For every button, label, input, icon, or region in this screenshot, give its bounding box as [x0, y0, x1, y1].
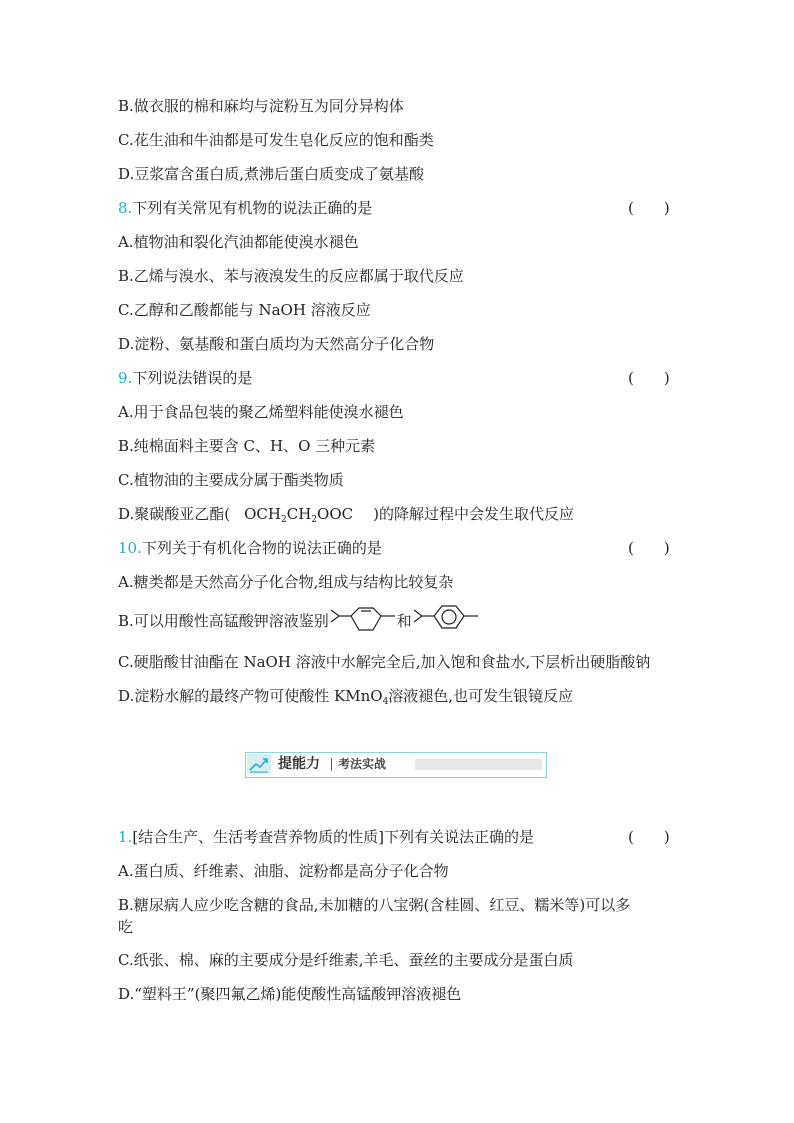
q10-b-and: 和 [396, 612, 412, 630]
formula-subscript: 4 [382, 697, 389, 707]
formula-part: OCH [244, 505, 281, 523]
banner-title: 提能力 [278, 756, 320, 772]
banner-divider [331, 758, 332, 771]
s2-q1-option-b-line2: 吃 [118, 918, 134, 936]
s2-q1-stem [118, 826, 534, 848]
q8-stem [118, 197, 372, 219]
cyclohexene-structure-icon [329, 604, 397, 640]
formula-subscript: 2 [311, 515, 318, 525]
q10-d-prefix: D.淀粉水解的最终产物可使酸性 KMnO [118, 687, 383, 705]
formula-part: OOC [317, 505, 354, 523]
p-cymene-structure-icon [412, 604, 484, 640]
q10-option-b [118, 603, 484, 639]
q9-option-a: A.用于食品包装的聚乙烯塑料能使溴水褪色 [118, 403, 404, 421]
q7-option-d: D.豆浆富含蛋白质,煮沸后蛋白质变成了氨基酸 [118, 165, 425, 183]
q9-option-b: B.纯棉面料主要含 C、H、O 三种元素 [118, 437, 376, 455]
q8-stem-text: 下列有关常见有机物的说法正确的是 [132, 199, 373, 217]
q10-b-prefix: B.可以用酸性高锰酸钾溶液鉴别 [118, 612, 329, 630]
s2-q1-stem-text: [结合生产、生活考查营养物质的性质]下列有关说法正确的是 [132, 828, 535, 846]
q9-stem-text: 下列说法错误的是 [132, 369, 253, 387]
q10-stem-text: 下列关于有机化合物的说法正确的是 [141, 539, 382, 557]
section-banner [245, 752, 547, 778]
q8-option-b: B.乙烯与溴水、苯与液溴发生的反应都属于取代反应 [118, 267, 464, 285]
s2-q1-option-d: D.“塑料王”(聚四氟乙烯)能使酸性高锰酸钾溶液褪色 [118, 985, 462, 1003]
s2-q1-answer-paren: ( ) [628, 828, 670, 846]
q10-number: 10. [118, 539, 142, 557]
q8-number: 8. [118, 199, 133, 217]
q9-answer-paren: ( ) [628, 369, 670, 387]
q10-option-a: A.糖类都是天然高分子化合物,组成与结构比较复杂 [118, 573, 454, 591]
q9-number: 9. [118, 369, 133, 387]
formula-subscript: 2 [280, 515, 287, 525]
q9-option-c: C.植物油的主要成分属于酯类物质 [118, 471, 344, 489]
q8-answer-paren: ( ) [628, 199, 670, 217]
q7-option-b: B.做衣服的棉和麻均与淀粉互为同分异构体 [118, 97, 404, 115]
q10-answer-paren: ( ) [628, 539, 670, 557]
q10-d-suffix: 溶液褪色,也可发生银镜反应 [388, 687, 574, 705]
banner-subtitle: 考法实战 [338, 757, 387, 771]
q10-stem [118, 537, 382, 559]
q10-option-c: C.硬脂酸甘油酯在 NaOH 溶液中水解完全后,加入饱和食盐水,下层析出硬脂酸钠 [118, 653, 651, 671]
q9-d-suffix: )的降解过程中会发生取代反应 [373, 505, 574, 523]
s2-q1-option-a: A.蛋白质、纤维素、油脂、淀粉都是高分子化合物 [118, 862, 449, 880]
q7-option-c: C.花生油和牛油都是可发生皂化反应的饱和酯类 [118, 131, 434, 149]
banner-decor-bar [415, 759, 542, 770]
chart-trend-icon [247, 754, 271, 774]
s2-q1-option-b-line1: B.糖尿病人应少吃含糖的食品,未加糖的八宝粥(含桂圆、红豆、糯米等)可以多 [118, 896, 631, 914]
q8-option-a: A.植物油和裂化汽油都能使溴水褪色 [118, 233, 359, 251]
q9-d-formula [244, 505, 353, 523]
formula-part: CH [286, 505, 312, 523]
q10-option-d [118, 685, 573, 713]
q8-option-c: C.乙醇和乙酸都能与 NaOH 溶液反应 [118, 301, 371, 319]
s2-q1-number: 1. [118, 828, 133, 846]
q9-d-prefix: D.聚碳酸亚乙酯( [118, 505, 231, 523]
q8-option-d: D.淀粉、氨基酸和蛋白质均为天然高分子化合物 [118, 335, 435, 353]
q9-option-d [118, 503, 574, 531]
q9-stem [118, 367, 252, 389]
s2-q1-option-c: C.纸张、棉、麻的主要成分是纤维素,羊毛、蚕丝的主要成分是蛋白质 [118, 951, 574, 969]
